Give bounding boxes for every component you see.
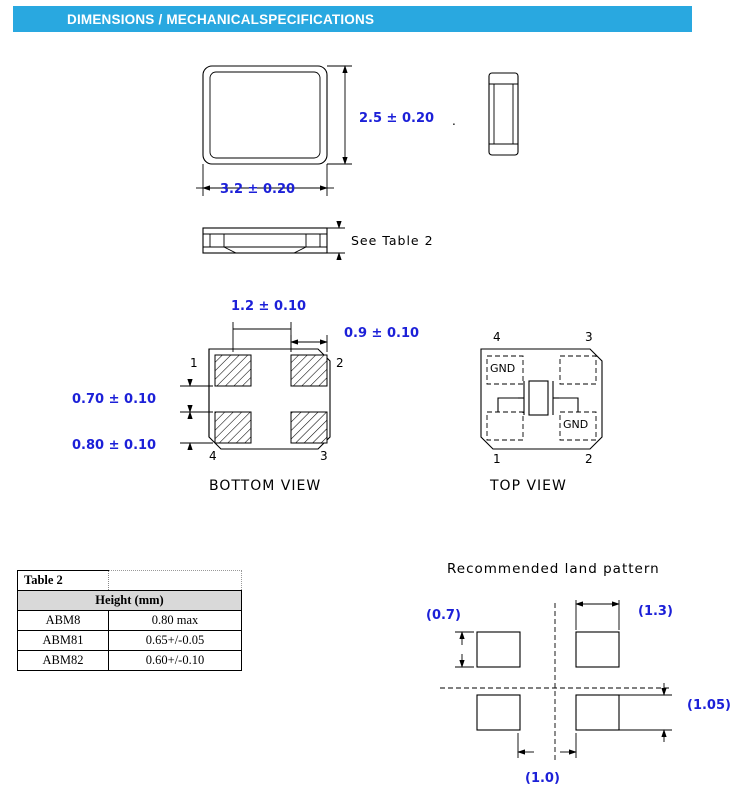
dim-pad-height-label: 0.80 ± 0.10 xyxy=(72,438,157,453)
gnd-label-top-left: GND xyxy=(490,362,516,375)
gnd-label-bottom-right: GND xyxy=(563,418,589,431)
table-row xyxy=(18,631,242,651)
dim-height-label: 2.5 ± 0.20 xyxy=(359,111,435,126)
table-row xyxy=(18,651,242,671)
bottom-view-pin-4: 4 xyxy=(209,449,217,463)
table-cell-value-abm8: 0.80 max xyxy=(109,611,242,631)
dim-height-dot: . xyxy=(452,114,456,128)
top-view-label: TOP VIEW xyxy=(490,478,567,494)
table-caption-spacer xyxy=(109,571,242,591)
page-title: DIMENSIONS / MECHANICALSPECIFICATIONS xyxy=(67,11,375,27)
package-end-view xyxy=(489,73,518,155)
dim-height-2p5 xyxy=(327,66,352,164)
dim-pad-height-0p80 xyxy=(180,406,213,449)
table-header-row xyxy=(18,591,242,611)
dim-pitch-1p2 xyxy=(233,322,291,352)
side-view-note: See Table 2 xyxy=(351,233,434,248)
land-dim-1p0: (1.0) xyxy=(525,771,560,786)
top-view-pin-2: 2 xyxy=(585,452,593,466)
table-cell-name-abm81: ABM81 xyxy=(18,631,109,651)
table-row xyxy=(18,611,242,631)
table-2 xyxy=(17,570,242,671)
table-cell-name-abm8: ABM8 xyxy=(18,611,109,631)
top-view-pin-1: 1 xyxy=(493,452,501,466)
bottom-view-label: BOTTOM VIEW xyxy=(209,478,322,494)
table-cell-name-abm82: ABM82 xyxy=(18,651,109,671)
top-view-pin-3: 3 xyxy=(585,330,593,344)
package-plan-view xyxy=(203,66,327,164)
land-dim-1p05: (1.05) xyxy=(687,698,731,713)
bottom-view-pin-1: 1 xyxy=(190,356,198,370)
table-caption-row xyxy=(18,571,242,591)
bottom-view-pin-2: 2 xyxy=(336,356,344,370)
table-header-height: Height (mm) xyxy=(18,591,242,611)
dim-width-label: 3.2 ± 0.20 xyxy=(220,182,296,197)
top-view-pin-4: 4 xyxy=(493,330,501,344)
crystal-symbol xyxy=(498,381,578,415)
land-pattern-title: Recommended land pattern xyxy=(447,561,660,577)
table-cell-value-abm81: 0.65+/-0.05 xyxy=(109,631,242,651)
bottom-view-pin-3: 3 xyxy=(320,449,328,463)
dim-gap-label: 0.70 ± 0.10 xyxy=(72,392,157,407)
dim-pad-width-label: 0.9 ± 0.10 xyxy=(344,326,420,341)
land-pattern xyxy=(440,600,672,760)
dim-pitch-label: 1.2 ± 0.10 xyxy=(231,299,307,314)
table-caption: Table 2 xyxy=(18,571,109,591)
table-cell-value-abm82: 0.60+/-0.10 xyxy=(109,651,242,671)
package-side-view xyxy=(203,222,345,259)
land-dim-0p7: (0.7) xyxy=(426,608,461,623)
land-dim-1p3: (1.3) xyxy=(638,604,673,619)
bottom-view-pads xyxy=(215,355,327,443)
